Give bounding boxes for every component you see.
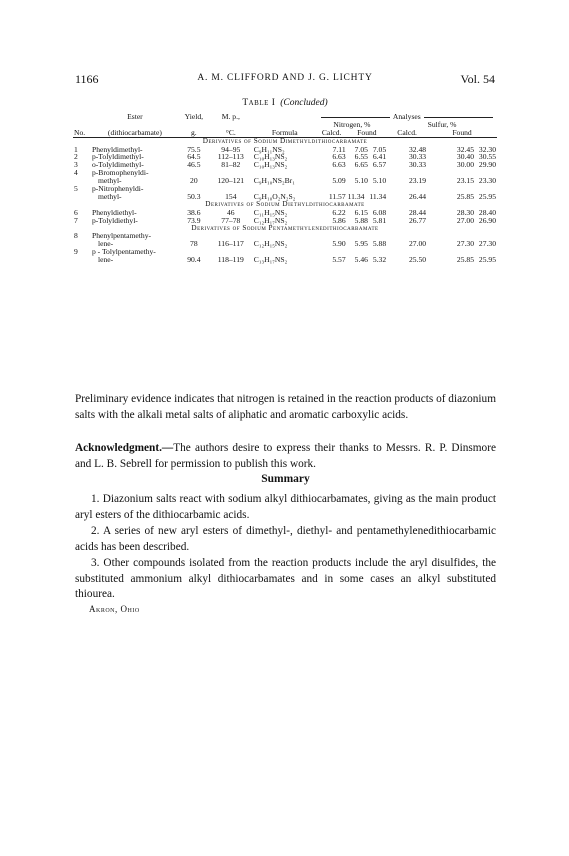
cell-n-found: 6.15 6.08 (354, 207, 387, 217)
col-header-s-calcd: Calcd. (387, 129, 427, 137)
cell-ester: p-Bromophenyldi- (91, 168, 149, 178)
cell-mp: 116–117 (217, 239, 244, 249)
cell-mp: 77–78 (221, 215, 241, 225)
col-header-formula: Formula (253, 129, 317, 137)
section-heading: Derivatives of Sodium Diethyldithiocarbamate (205, 200, 365, 209)
summary-item-1: 1. Diazonium salts react with sodium alkyl dithiocarbamates, giving as the main product aryl esters of the dithiocarbamic acids. (75, 493, 496, 521)
col-header-ester-sub: (dithiocarbamate) (91, 129, 179, 137)
cell-formula: C₁₀H₁₃NS₂ (253, 160, 288, 170)
cell-s-calcd: 25.50 (408, 255, 427, 265)
cell-no (73, 256, 91, 264)
summary-heading: Summary (261, 473, 310, 485)
cell-s-found: 27.00 26.90 (456, 215, 496, 225)
cell-yield: 46.5 (187, 160, 201, 170)
cell-mp: 46 (227, 207, 235, 217)
cell-mp: 154 (225, 192, 237, 202)
section-heading: Derivatives of Sodium Dimethyldithiocarbamate (202, 136, 368, 145)
cell-mp: 94–95 (221, 144, 241, 154)
cell-no (73, 193, 91, 201)
cell-n-found: 6.65 6.57 (354, 160, 387, 170)
col-header-s-found: Found (427, 129, 497, 137)
cell-s-calcd: 32.48 (408, 144, 427, 154)
cell-n-found: 5.88 5.81 (354, 215, 387, 225)
cell-n-found: 5.10 5.10 (354, 176, 387, 186)
cell-n-found: 11.34 11.34 (347, 192, 387, 202)
data-table (73, 112, 497, 264)
cell-ester: o-Tolyldimethyl- (91, 160, 144, 170)
cell-s-calcd: 28.44 (408, 207, 427, 217)
col-header-ester: Ester (127, 112, 143, 122)
cell-n-calcd: 5.57 (332, 255, 346, 265)
col-header-yield: Yield, (184, 112, 204, 122)
cell-n-calcd: 6.63 (332, 160, 346, 170)
cell-yield: 90.4 (187, 255, 201, 265)
cell-n-found: 6.55 6.41 (354, 152, 387, 162)
summary-item-3: 3. Other compounds isolated from the reaction products include the aryl disulfides, the substituted ammonium alkyl dithiocarbamates and in some cases an alkyl substituted thiourea. (75, 557, 496, 601)
cell-s-found: 23.15 23.30 (456, 176, 496, 186)
cell-s-found: 30.00 29.90 (456, 160, 496, 170)
cell-s-calcd: 30.33 (408, 152, 427, 162)
table-title-note: (Concluded) (280, 98, 328, 108)
cell-formula: C₉H₁₀NS₂Br₁ (253, 176, 295, 186)
paragraph-acknowledgment (75, 441, 496, 472)
location: Akron, Ohio (89, 604, 140, 614)
cell-yield: 38.6 (187, 207, 201, 217)
cell-ester: p-Tolyldiethyl- (91, 215, 138, 225)
col-header-no: No. (73, 129, 91, 137)
cell-mp: 118–119 (217, 255, 244, 265)
col-header-nitrogen: Nitrogen, % (333, 120, 371, 129)
cell-yield: 64.5 (187, 152, 201, 162)
cell-no: 9 (74, 247, 78, 257)
cell-yield: 78 (190, 239, 198, 249)
cell-s-calcd: 26.44 (408, 192, 427, 202)
cell-s-found: 32.45 32.30 (456, 144, 496, 154)
running-title: A. M. CLIFFORD AND J. G. LICHTY (197, 73, 373, 83)
section-heading: Derivatives of Sodium Pentamethylenedithiocarbamate (191, 223, 379, 232)
cell-s-found: 27.30 27.30 (456, 239, 496, 249)
cell-ester: Phenylpentamethy- (91, 231, 152, 241)
cell-no: 2 (74, 152, 78, 162)
cell-formula: C₉H₁₀O₂N₂S₂ (253, 192, 296, 202)
cell-ester: methyl- (97, 192, 122, 202)
cell-no: 3 (74, 160, 78, 170)
cell-s-calcd: 30.33 (408, 160, 427, 170)
col-header-yield-unit: g. (179, 129, 209, 137)
cell-ester: p-Nitrophenyldi- (91, 184, 144, 194)
cell-ester: lene- (97, 239, 114, 249)
cell-yield: 73.9 (187, 215, 201, 225)
cell-n-calcd: 6.22 (332, 207, 346, 217)
cell-no: 5 (74, 184, 78, 194)
cell-ester: Phenyldimethyl- (91, 144, 143, 154)
cell-ester: lene- (97, 255, 114, 265)
cell-n-found: 7.05 7.05 (354, 144, 387, 154)
cell-ester: p - Tolylpentamethy- (91, 247, 156, 257)
cell-ester: p-Tolyldimethyl- (91, 152, 144, 162)
cell-s-found: 28.30 28.40 (456, 207, 496, 217)
cell-n-found: 5.46 5.32 (354, 255, 387, 265)
cell-s-calcd: 26.77 (408, 215, 427, 225)
cell-no: 7 (74, 215, 78, 225)
analyses-header: Analyses (317, 112, 497, 121)
acknowledgment-text: The authors desire to express their thanks to Messrs. R. P. Dinsmore and L. B. Sebrell for permission to publish this work. (75, 442, 496, 470)
cell-n-calcd: 5.86 (332, 215, 346, 225)
cell-no: 6 (74, 207, 78, 217)
col-header-mp-unit: °C. (209, 129, 253, 137)
cell-mp: 112–113 (217, 152, 244, 162)
cell-ester: Phenyldiethyl- (91, 207, 137, 217)
cell-n-calcd: 5.09 (332, 176, 346, 186)
cell-formula: C₁₀H₁₃NS₂ (253, 152, 288, 162)
cell-no: 1 (74, 144, 78, 154)
cell-formula: C₁₃H₁₇NS₂ (253, 255, 288, 265)
cell-formula: C₉H₁₁NS₂ (253, 144, 285, 154)
col-header-mp: M. p., (221, 112, 240, 122)
cell-formula: C₁₂H₁₅NS₂ (253, 239, 288, 249)
cell-s-found: 30.40 30.55 (456, 152, 496, 162)
cell-n-calcd: 5.90 (332, 239, 346, 249)
table-row (73, 256, 497, 264)
cell-n-found: 5.95 5.88 (354, 239, 387, 249)
cell-ester: methyl- (97, 176, 122, 186)
cell-formula: C₁₁H₁₅NS₂ (253, 207, 288, 217)
table-title-label: Table I (242, 98, 276, 108)
cell-s-calcd: 27.00 (408, 239, 427, 249)
page-number: 1166 (75, 72, 99, 86)
cell-no: 4 (74, 168, 78, 178)
table-title (75, 98, 495, 108)
cell-mp: 120–121 (217, 176, 245, 186)
cell-yield: 75.5 (187, 144, 201, 154)
cell-formula: C₁₂H₁₇NS₂ (253, 215, 288, 225)
cell-yield: 50.3 (187, 192, 201, 202)
table-body (73, 137, 497, 264)
cell-n-calcd: 7.11 (332, 144, 346, 154)
cell-yield: 20 (190, 176, 198, 186)
cell-mp: 81–82 (221, 160, 241, 170)
summary-item-2: 2. A series of new aryl esters of dimethyl-, diethyl- and pentamethylenedithiocarbamic acids has been described. (75, 525, 496, 553)
cell-no: 8 (74, 231, 78, 241)
acknowledgment-heading: Acknowledgment.— (75, 442, 174, 454)
cell-n-calcd: 11.57 (328, 192, 346, 202)
cell-s-found: 25.85 25.95 (456, 255, 496, 265)
cell-s-found: 25.85 25.95 (456, 192, 496, 202)
cell-n-calcd: 6.63 (332, 152, 346, 162)
paragraph-preliminary: Preliminary evidence indicates that nitrogen is retained in the reaction products of diazonium salts with the alkali metal salts of aliphatic and aromatic carboxylic acids. (75, 393, 496, 421)
cell-s-calcd: 23.19 (408, 176, 427, 186)
col-header-n-calcd: Calcd. (317, 129, 347, 137)
col-header-n-found: Found (347, 129, 388, 137)
volume-label: Vol. 54 (460, 72, 495, 86)
col-header-sulfur: Sulfur, % (427, 120, 457, 129)
